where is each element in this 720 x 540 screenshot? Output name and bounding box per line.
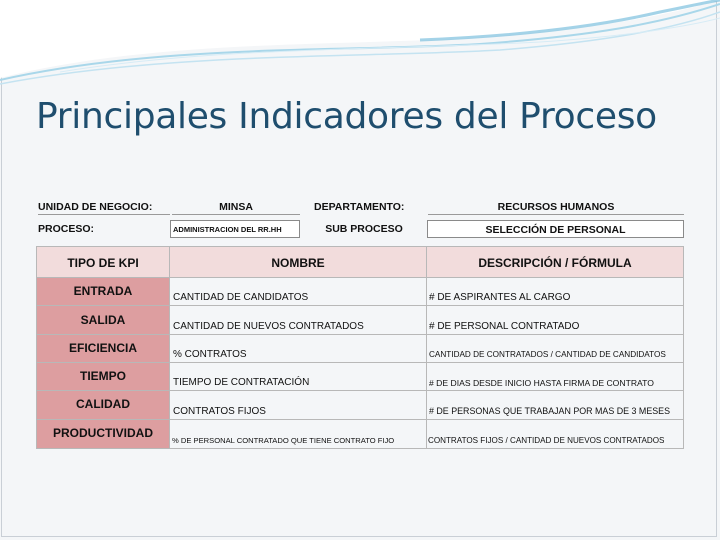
kpi-type-tiempo: TIEMPO (36, 363, 170, 391)
column-header-nombre: NOMBRE (170, 246, 427, 278)
kpi-type-calidad: CALIDAD (36, 391, 170, 420)
column-header-descripcion: DESCRIPCIÓN / FÓRMULA (427, 246, 684, 278)
kpi-desc-calidad: # DE PERSONAS QUE TRABAJAN POR MAS DE 3 MESES (427, 391, 684, 420)
kpi-type-salida: SALIDA (36, 306, 170, 335)
slide-title: Principales Indicadores del Proceso (36, 96, 657, 137)
kpi-name-tiempo: TIEMPO DE CONTRATACIÓN (170, 363, 427, 391)
kpi-name-eficiencia: % CONTRATOS (170, 335, 427, 363)
column-header-tipo: TIPO DE KPI (36, 246, 170, 278)
kpi-type-productividad: PRODUCTIVIDAD (36, 420, 170, 449)
kpi-desc-eficiencia: CANTIDAD DE CONTRATADOS / CANTIDAD DE CANDIDATOS (427, 335, 684, 363)
kpi-name-calidad: CONTRATOS FIJOS (170, 391, 427, 420)
kpi-name-salida: CANTIDAD DE NUEVOS CONTRATADOS (170, 306, 427, 335)
kpi-type-entrada: ENTRADA (36, 278, 170, 306)
decorative-swoosh (0, 0, 720, 90)
kpi-type-eficiencia: EFICIENCIA (36, 335, 170, 363)
proceso-label: PROCESO: (38, 223, 95, 235)
subproceso-label: SUB PROCESO (325, 223, 403, 235)
proceso-value: ADMINISTRACION DEL RR.HH (170, 220, 300, 238)
subproceso-value: SELECCIÓN DE PERSONAL (427, 220, 684, 238)
kpi-desc-salida: # DE PERSONAL CONTRATADO (427, 306, 684, 335)
unidad-value: MINSA (172, 201, 300, 215)
unidad-label: UNIDAD DE NEGOCIO: (38, 201, 170, 215)
departamento-value: RECURSOS HUMANOS (428, 201, 684, 215)
kpi-name-entrada: CANTIDAD DE CANDIDATOS (170, 278, 427, 306)
kpi-desc-tiempo: # DE DIAS DESDE INICIO HASTA FIRMA DE CONTRATO (427, 363, 684, 391)
kpi-desc-entrada: # DE ASPIRANTES AL CARGO (427, 278, 684, 306)
kpi-name-productividad: % DE PERSONAL CONTRATADO QUE TIENE CONTRATO FIJO (170, 420, 427, 449)
departamento-label: DEPARTAMENTO: (314, 201, 405, 213)
kpi-desc-productividad: CONTRATOS FIJOS / CANTIDAD DE NUEVOS CONTRATADOS (427, 420, 684, 449)
